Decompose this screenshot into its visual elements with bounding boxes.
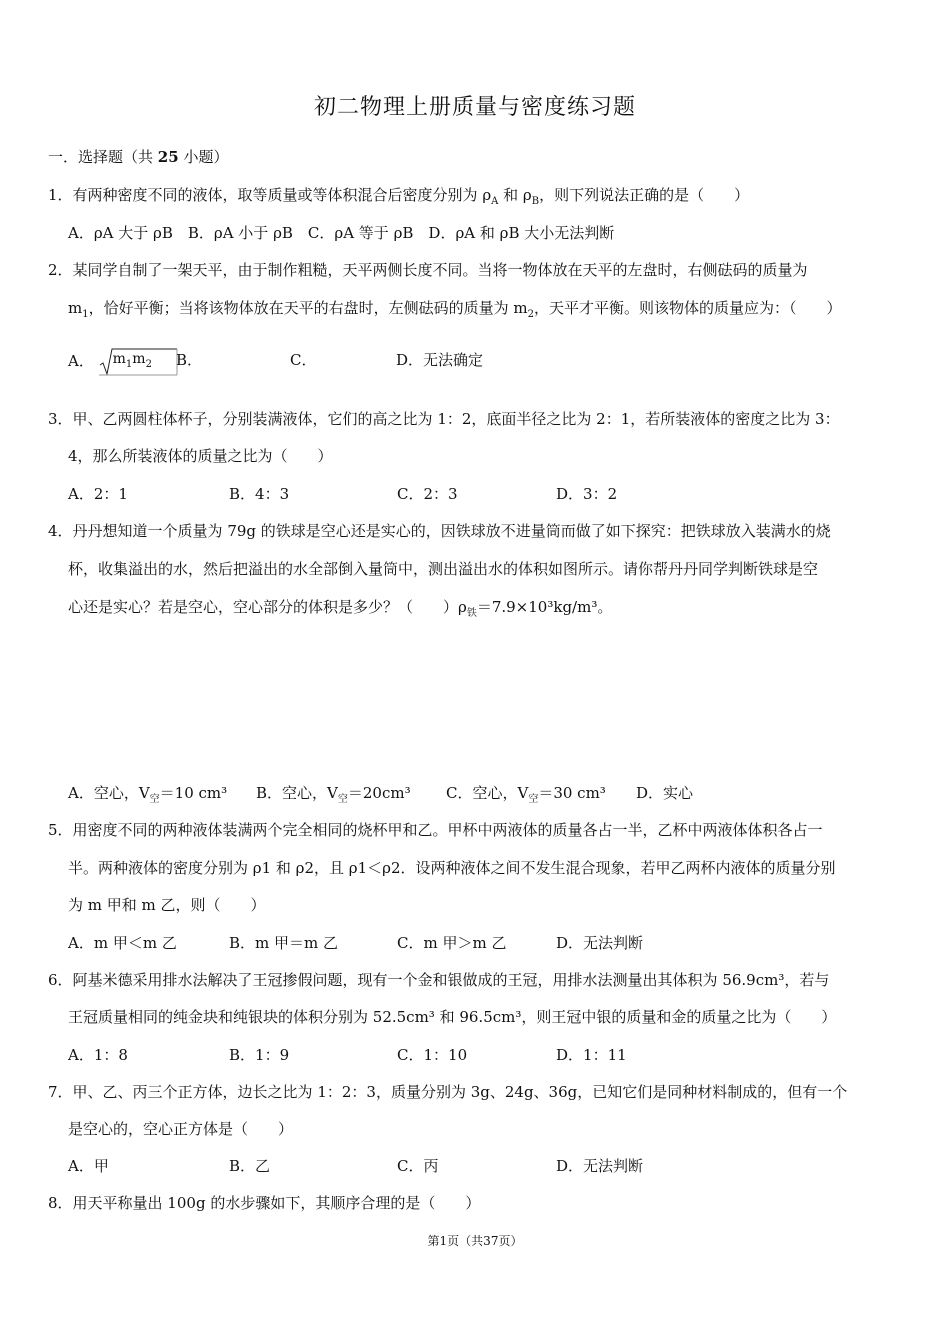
q4-line3-end: ＝7.9×10³kg/m³。 [476, 598, 613, 616]
question-3-line1: 3．甲、乙两圆柱体杯子，分别装满液体，它们的高之比为 1：2，底面半径之比为 2：1，若所装液体的密度之比为 3： [48, 410, 840, 428]
question-2-line2 [68, 297, 842, 320]
page-title: 初二物理上册质量与密度练习题 [313, 95, 636, 120]
question-7-line2: 是空心的，空心正方体是（ ） [68, 1120, 294, 1138]
question-4-option-c [446, 782, 606, 805]
question-7-option-b: B．乙 [229, 1157, 271, 1175]
question-2-line1: 2．某同学自制了一架天平，由于制作粗糙，天平两侧长度不同。当将一物体放在天平的左盘时，右侧砝码的质量为 [48, 261, 808, 279]
question-4-line3 [68, 596, 612, 619]
sqrt-formula [99, 347, 152, 377]
q2-m-sub1: 1 [82, 309, 89, 320]
question-8-line1: 8．用天平称量出 100g 的水步骤如下，其顺序合理的是（ ） [48, 1194, 481, 1212]
question-6-option-c: C．1：10 [397, 1046, 468, 1064]
question-1-stem [48, 184, 749, 207]
question-7-option-d: D．无法判断 [556, 1157, 644, 1175]
question-6-option-a: A．1：8 [68, 1046, 128, 1064]
q1-sub-b: B [531, 196, 540, 207]
q4-opt-a-end: ＝10 cm³ [159, 784, 228, 802]
q2-m: m [68, 299, 83, 317]
question-2-option-b: B． [176, 351, 203, 369]
q4-opt-a-sub: 空 [149, 794, 160, 805]
q4-line3-text: 心还是实心？若是空心，空心部分的体积是多少？（ ）ρ [68, 598, 467, 616]
q4-opt-c-sub: 空 [528, 794, 539, 805]
q4-opt-b-end: ＝20cm³ [347, 784, 411, 802]
question-2-option-d: D．无法确定 [396, 351, 484, 369]
q4-opt-a: A．空心，V [68, 784, 150, 802]
q2-end: ，天平才平衡。则该物体的质量应为：（ ） [533, 299, 842, 317]
question-6-option-b: B．1：9 [229, 1046, 290, 1064]
q1-stem-text: 1．有两种密度不同的液体，取等质量或等体积混合后密度分别为 ρ [48, 186, 492, 204]
question-5-line2: 半。两种液体的密度分别为 ρ1 和 ρ2，且 ρ1＜ρ2．设两种液体之间不发生混合现象，若甲乙两杯内液体的质量分别 [68, 859, 836, 877]
section-heading [48, 146, 228, 167]
question-4-option-b [256, 782, 411, 805]
question-4-line1: 4．丹丹想知道一个质量为 79g 的铁球是空心还是实心的，因铁球放不进量筒而做了如下探究：把铁球放入装满水的烧 [48, 522, 831, 540]
question-3-option-c: C．2：3 [397, 485, 458, 503]
sqrt-radicand: $m_1m_2$ [112, 351, 152, 370]
question-2-option-c: C． [290, 351, 317, 369]
question-3-option-d: D．3：2 [556, 485, 618, 503]
question-5-option-b: B．m 甲＝m 乙 [229, 934, 339, 952]
question-1-options: A．ρA 大于 ρB B．ρA 小于 ρB C．ρA 等于 ρB D．ρA 和 ρB 大小无法判断 [68, 224, 615, 242]
question-5-option-c: C．m 甲＞m 乙 [397, 934, 507, 952]
question-5-line1: 5．用密度不同的两种液体装满两个完全相同的烧杯甲和乙。甲杯中两液体的质量各占一半，乙杯中两液体体积各占一 [48, 821, 823, 839]
q4-opt-c-end: ＝30 cm³ [538, 784, 606, 802]
q4-sub-tie: 铁 [466, 608, 477, 619]
q4-opt-c: C．空心，V [446, 784, 529, 802]
question-5-option-d: D．无法判断 [556, 934, 644, 952]
question-6-line1: 6．阿基米德采用排水法解决了王冠掺假问题，现有一个金和银做成的王冠，用排水法测量出其体积为 56.9cm³，若与 [48, 971, 830, 989]
question-7-option-c: C．丙 [397, 1157, 439, 1175]
q1-stem-mid: 和 ρ [498, 186, 532, 204]
question-6-line2: 王冠质量相同的纯金块和纯银块的体积分别为 52.5cm³ 和 96.5cm³，则王冠中银的质量和金的质量之比为（ ） [68, 1008, 837, 1026]
question-3-option-a: A．2：1 [68, 485, 128, 503]
section-prefix: 一．选择题（共 [48, 148, 154, 166]
question-6-option-d: D．1：11 [556, 1046, 627, 1064]
q4-opt-b: B．空心，V [256, 784, 338, 802]
section-count: 25 [157, 148, 179, 166]
q2-mid: ，恰好平衡；当将该物体放在天平的右盘时，左侧砝码的质量为 m [88, 299, 528, 317]
q1-sub-a: A [491, 196, 499, 207]
q4-opt-b-sub: 空 [337, 794, 348, 805]
page-footer: 第1页（共37页） [427, 1234, 523, 1248]
question-3-option-b: B．4：3 [229, 485, 290, 503]
question-4-line2: 杯，收集溢出的水，然后把溢出的水全部倒入量筒中，测出溢出水的体积如图所示。请你帮丹丹同学判断铁球是空 [68, 560, 819, 578]
question-4-option-a [68, 782, 227, 805]
q1-stem-end: ，则下列说法正确的是（ ） [539, 186, 750, 204]
question-4-option-d: D．实心 [636, 784, 694, 802]
question-5-line3: 为 m 甲和 m 乙，则（ ） [68, 896, 266, 914]
question-3-line2: 4，那么所装液体的质量之比为（ ） [68, 447, 333, 465]
section-suffix: 小题） [183, 148, 229, 166]
question-7-option-a: A．甲 [68, 1157, 109, 1175]
q2-opt-a-label: A． [68, 352, 94, 370]
question-7-line1: 7．甲、乙、丙三个正方体，边长之比为 1：2：3，质量分别为 3g、24g、36g，已知它们是同种材料制成的，但有一个 [48, 1083, 848, 1101]
q2-m-sub2: 2 [527, 309, 534, 320]
question-5-option-a: A．m 甲＜m 乙 [68, 934, 177, 952]
question-2-option-a [68, 347, 152, 377]
